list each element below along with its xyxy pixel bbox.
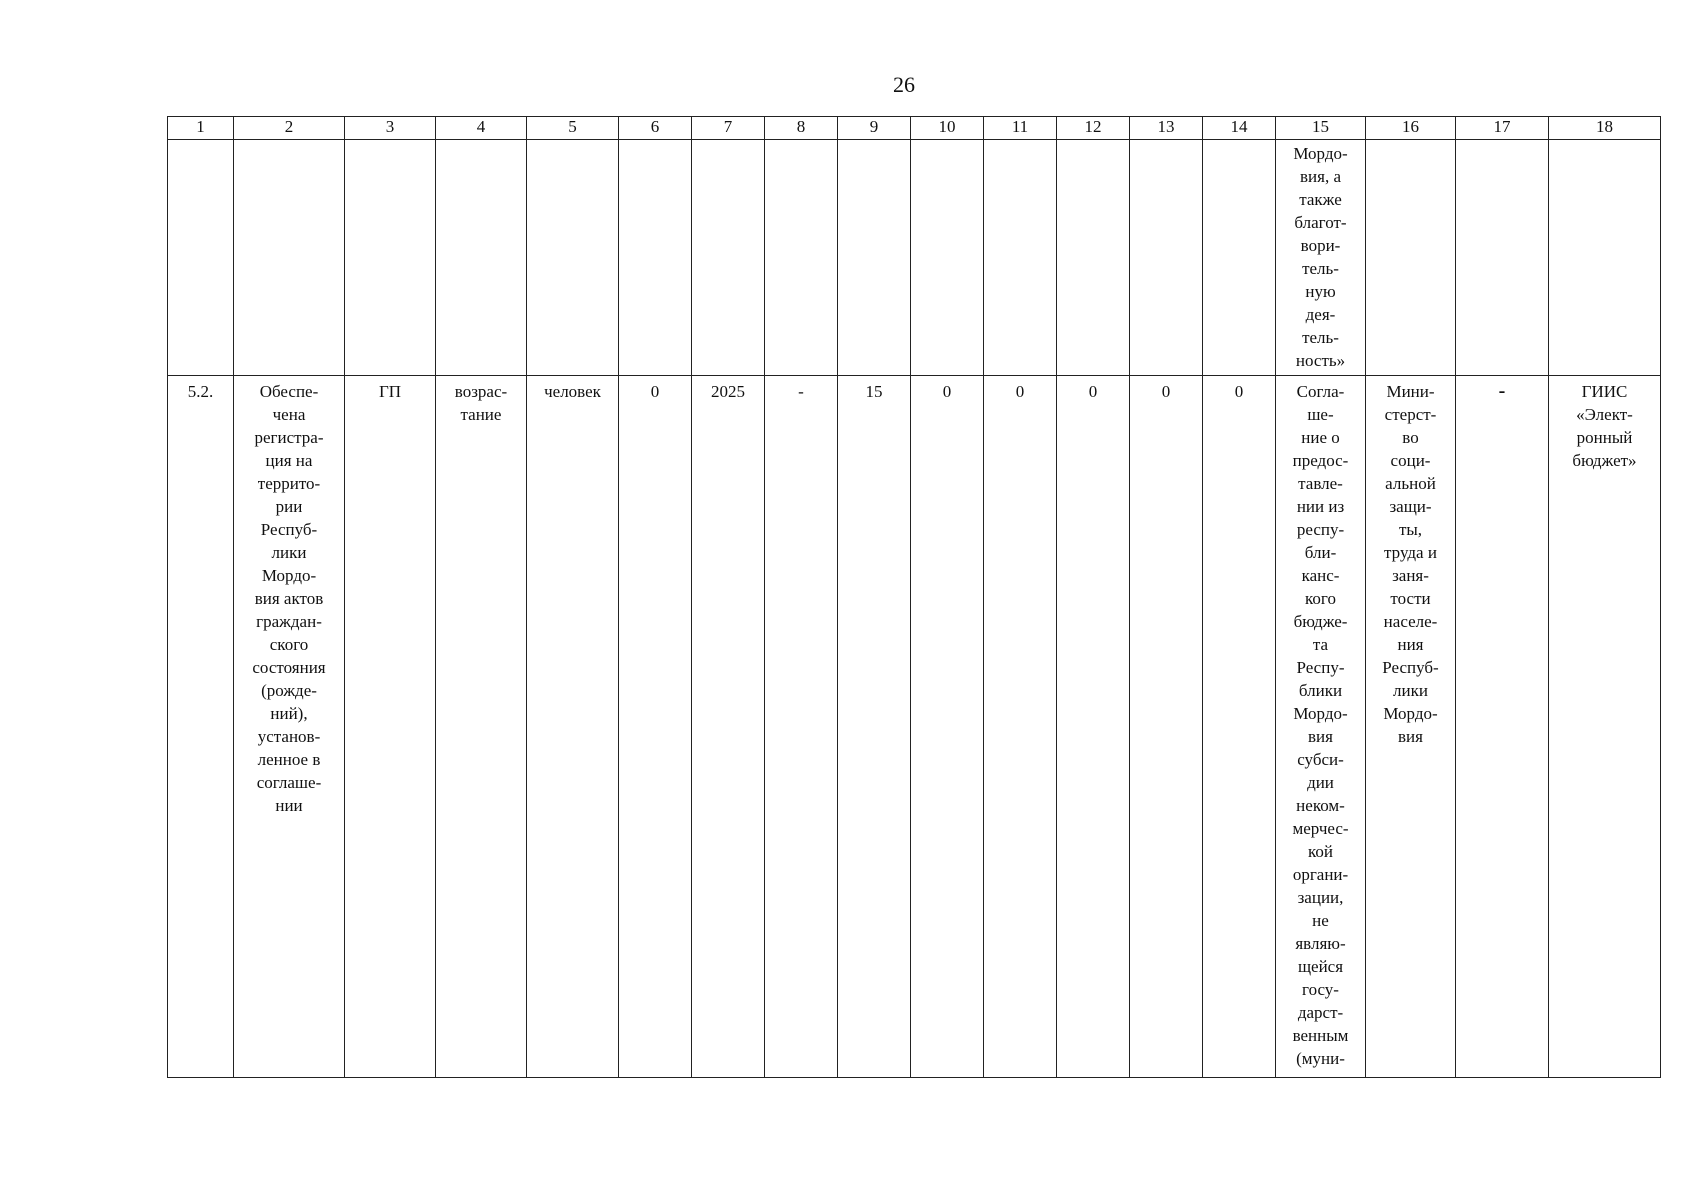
text-line: дея-	[1305, 305, 1336, 324]
text-line: венным	[1292, 1026, 1349, 1045]
column-number-cell: 13	[1130, 117, 1203, 140]
text-line: ние о	[1301, 428, 1340, 447]
text-line: установ-	[257, 727, 321, 746]
text-line: не	[1312, 911, 1329, 930]
text-line: альной	[1385, 474, 1436, 493]
indicator-row-5-2	[168, 376, 1661, 1078]
text-line: лики	[271, 543, 307, 562]
text-line: госу-	[1302, 980, 1339, 999]
column-number-cell: 3	[345, 117, 436, 140]
continuation-row	[168, 140, 1661, 376]
column-number-cell: 8	[765, 117, 838, 140]
base-value-cell: 0	[619, 376, 692, 1078]
text-line: ний),	[270, 704, 308, 723]
column-number-row	[168, 117, 1661, 140]
text-line: предос-	[1292, 451, 1349, 470]
indicator-name-cell	[234, 376, 345, 1078]
value-cell-col8: -	[765, 376, 838, 1078]
text-line: субси-	[1297, 750, 1344, 769]
text-line: чена	[272, 405, 306, 424]
text-line: тель-	[1302, 259, 1339, 278]
text-line: состояния	[252, 658, 326, 677]
base-year-cell: 2025	[692, 376, 765, 1078]
column-number-cell: 12	[1057, 117, 1130, 140]
text-line: ния	[1397, 635, 1424, 654]
column-number-cell: 9	[838, 117, 911, 140]
text-line: вия, а	[1300, 167, 1341, 186]
text-line: бюджет»	[1572, 451, 1637, 470]
empty-cell	[911, 140, 984, 376]
value-cell-col17: -	[1456, 376, 1549, 1078]
text-line: ше-	[1307, 405, 1334, 424]
column-number-cell: 15	[1276, 117, 1366, 140]
column-number-cell: 18	[1549, 117, 1661, 140]
value-cell-col14: 0	[1203, 376, 1276, 1078]
text-line: Респу-	[1296, 658, 1345, 677]
column-number-cell: 17	[1456, 117, 1549, 140]
empty-cell	[168, 140, 234, 376]
text-line: Мордо-	[1293, 144, 1348, 163]
column-number-cell: 14	[1203, 117, 1276, 140]
column-number-cell: 4	[436, 117, 527, 140]
text-line: населе-	[1383, 612, 1438, 631]
text-line: тель-	[1302, 328, 1339, 347]
empty-cell	[619, 140, 692, 376]
text-line: ского	[269, 635, 309, 654]
empty-cell	[1203, 140, 1276, 376]
empty-cell	[1366, 140, 1456, 376]
value-cell-col13: 0	[1130, 376, 1203, 1078]
text-line: бли-	[1304, 543, 1337, 562]
text-line: тости	[1390, 589, 1431, 608]
text-line: дарст-	[1297, 1003, 1344, 1022]
text-line: неком-	[1296, 796, 1345, 815]
column-number-cell: 7	[692, 117, 765, 140]
value-cell-col11: 0	[984, 376, 1057, 1078]
column-number-cell: 10	[911, 117, 984, 140]
indicator-level-cell: ГП	[345, 376, 436, 1078]
empty-cell	[984, 140, 1057, 376]
value-cell-col9: 15	[838, 376, 911, 1078]
text-line: блики	[1298, 681, 1343, 700]
text-line: вия	[1308, 727, 1333, 746]
text-line: зации,	[1297, 888, 1344, 907]
continued-basis-cell	[1276, 140, 1366, 376]
text-line: Респуб-	[260, 520, 318, 539]
text-line: вия актов	[254, 589, 324, 608]
text-line: нии из	[1296, 497, 1345, 516]
column-number-cell: 1	[168, 117, 234, 140]
text-line: Респуб-	[1382, 658, 1439, 677]
text-line: мерчес-	[1292, 819, 1349, 838]
text-line: Обеспе-	[259, 382, 319, 401]
text-line: (муни-	[1296, 1049, 1345, 1068]
row-number-cell: 5.2.	[168, 376, 234, 1078]
text-line: благот-	[1294, 213, 1347, 232]
text-line: регистра-	[254, 428, 324, 447]
text-line: граждан-	[256, 612, 322, 631]
indicator-trend-cell	[436, 376, 527, 1078]
value-cell-col12: 0	[1057, 376, 1130, 1078]
empty-cell	[436, 140, 527, 376]
empty-cell	[1549, 140, 1661, 376]
column-number-cell: 5	[527, 117, 619, 140]
text-line: Согла-	[1296, 382, 1345, 401]
text-line: ты,	[1398, 520, 1423, 539]
text-line: органи-	[1292, 865, 1349, 884]
text-line: во	[1402, 428, 1419, 447]
empty-cell	[345, 140, 436, 376]
text-line: соци-	[1390, 451, 1431, 470]
responsible-body-cell	[1366, 376, 1456, 1078]
empty-cell	[1057, 140, 1130, 376]
text-line: также	[1299, 190, 1342, 209]
value-cell-col10: 0	[911, 376, 984, 1078]
text-line: «Элект-	[1576, 405, 1633, 424]
text-line: ность»	[1295, 351, 1346, 370]
text-line: ронный	[1576, 428, 1633, 447]
text-line: ция на	[265, 451, 313, 470]
text-line: Мордо-	[1293, 704, 1348, 723]
column-number-cell: 16	[1366, 117, 1456, 140]
text-line: являю-	[1295, 934, 1346, 953]
column-number-cell: 2	[234, 117, 345, 140]
empty-cell	[1130, 140, 1203, 376]
column-number-cell: 11	[984, 117, 1057, 140]
text-line: труда и	[1384, 543, 1437, 562]
unit-cell: человек	[527, 376, 619, 1078]
text-line: лики	[1393, 681, 1428, 700]
text-line: вия	[1398, 727, 1423, 746]
text-line: респу-	[1296, 520, 1345, 539]
indicators-table	[167, 116, 1661, 1078]
text-line: (рожде-	[261, 681, 317, 700]
text-line: кого	[1305, 589, 1336, 608]
text-line: ную	[1305, 282, 1336, 301]
text-line: соглаше-	[256, 773, 322, 792]
empty-cell	[692, 140, 765, 376]
empty-cell	[838, 140, 911, 376]
text-line: Мини-	[1386, 382, 1435, 401]
empty-cell	[1456, 140, 1549, 376]
text-line: бюдже-	[1293, 612, 1348, 631]
text-line: заня-	[1392, 566, 1429, 585]
text-line: террито-	[257, 474, 321, 493]
text-line: Мордо-	[261, 566, 317, 585]
information-system-cell	[1549, 376, 1661, 1078]
text-line: рии	[275, 497, 303, 516]
text-line: ГИИС	[1581, 382, 1628, 401]
text-line: тание	[460, 405, 502, 424]
empty-cell	[765, 140, 838, 376]
text-line: канс-	[1301, 566, 1340, 585]
text-line: вори-	[1300, 236, 1341, 255]
document-basis-cell	[1276, 376, 1366, 1078]
text-line: та	[1312, 635, 1329, 654]
text-line: дии	[1307, 773, 1334, 792]
page-number: 26	[893, 72, 915, 97]
text-line: Мордо-	[1383, 704, 1438, 723]
text-line: нии	[275, 796, 303, 815]
text-line: кой	[1308, 842, 1333, 861]
column-number-cell: 6	[619, 117, 692, 140]
text-line: ленное в	[257, 750, 321, 769]
text-line: стерст-	[1384, 405, 1437, 424]
text-line: тавле-	[1298, 474, 1343, 493]
text-line: щейся	[1297, 957, 1344, 976]
empty-cell	[527, 140, 619, 376]
empty-cell	[234, 140, 345, 376]
text-line: защи-	[1389, 497, 1432, 516]
text-line: возрас-	[454, 382, 508, 401]
